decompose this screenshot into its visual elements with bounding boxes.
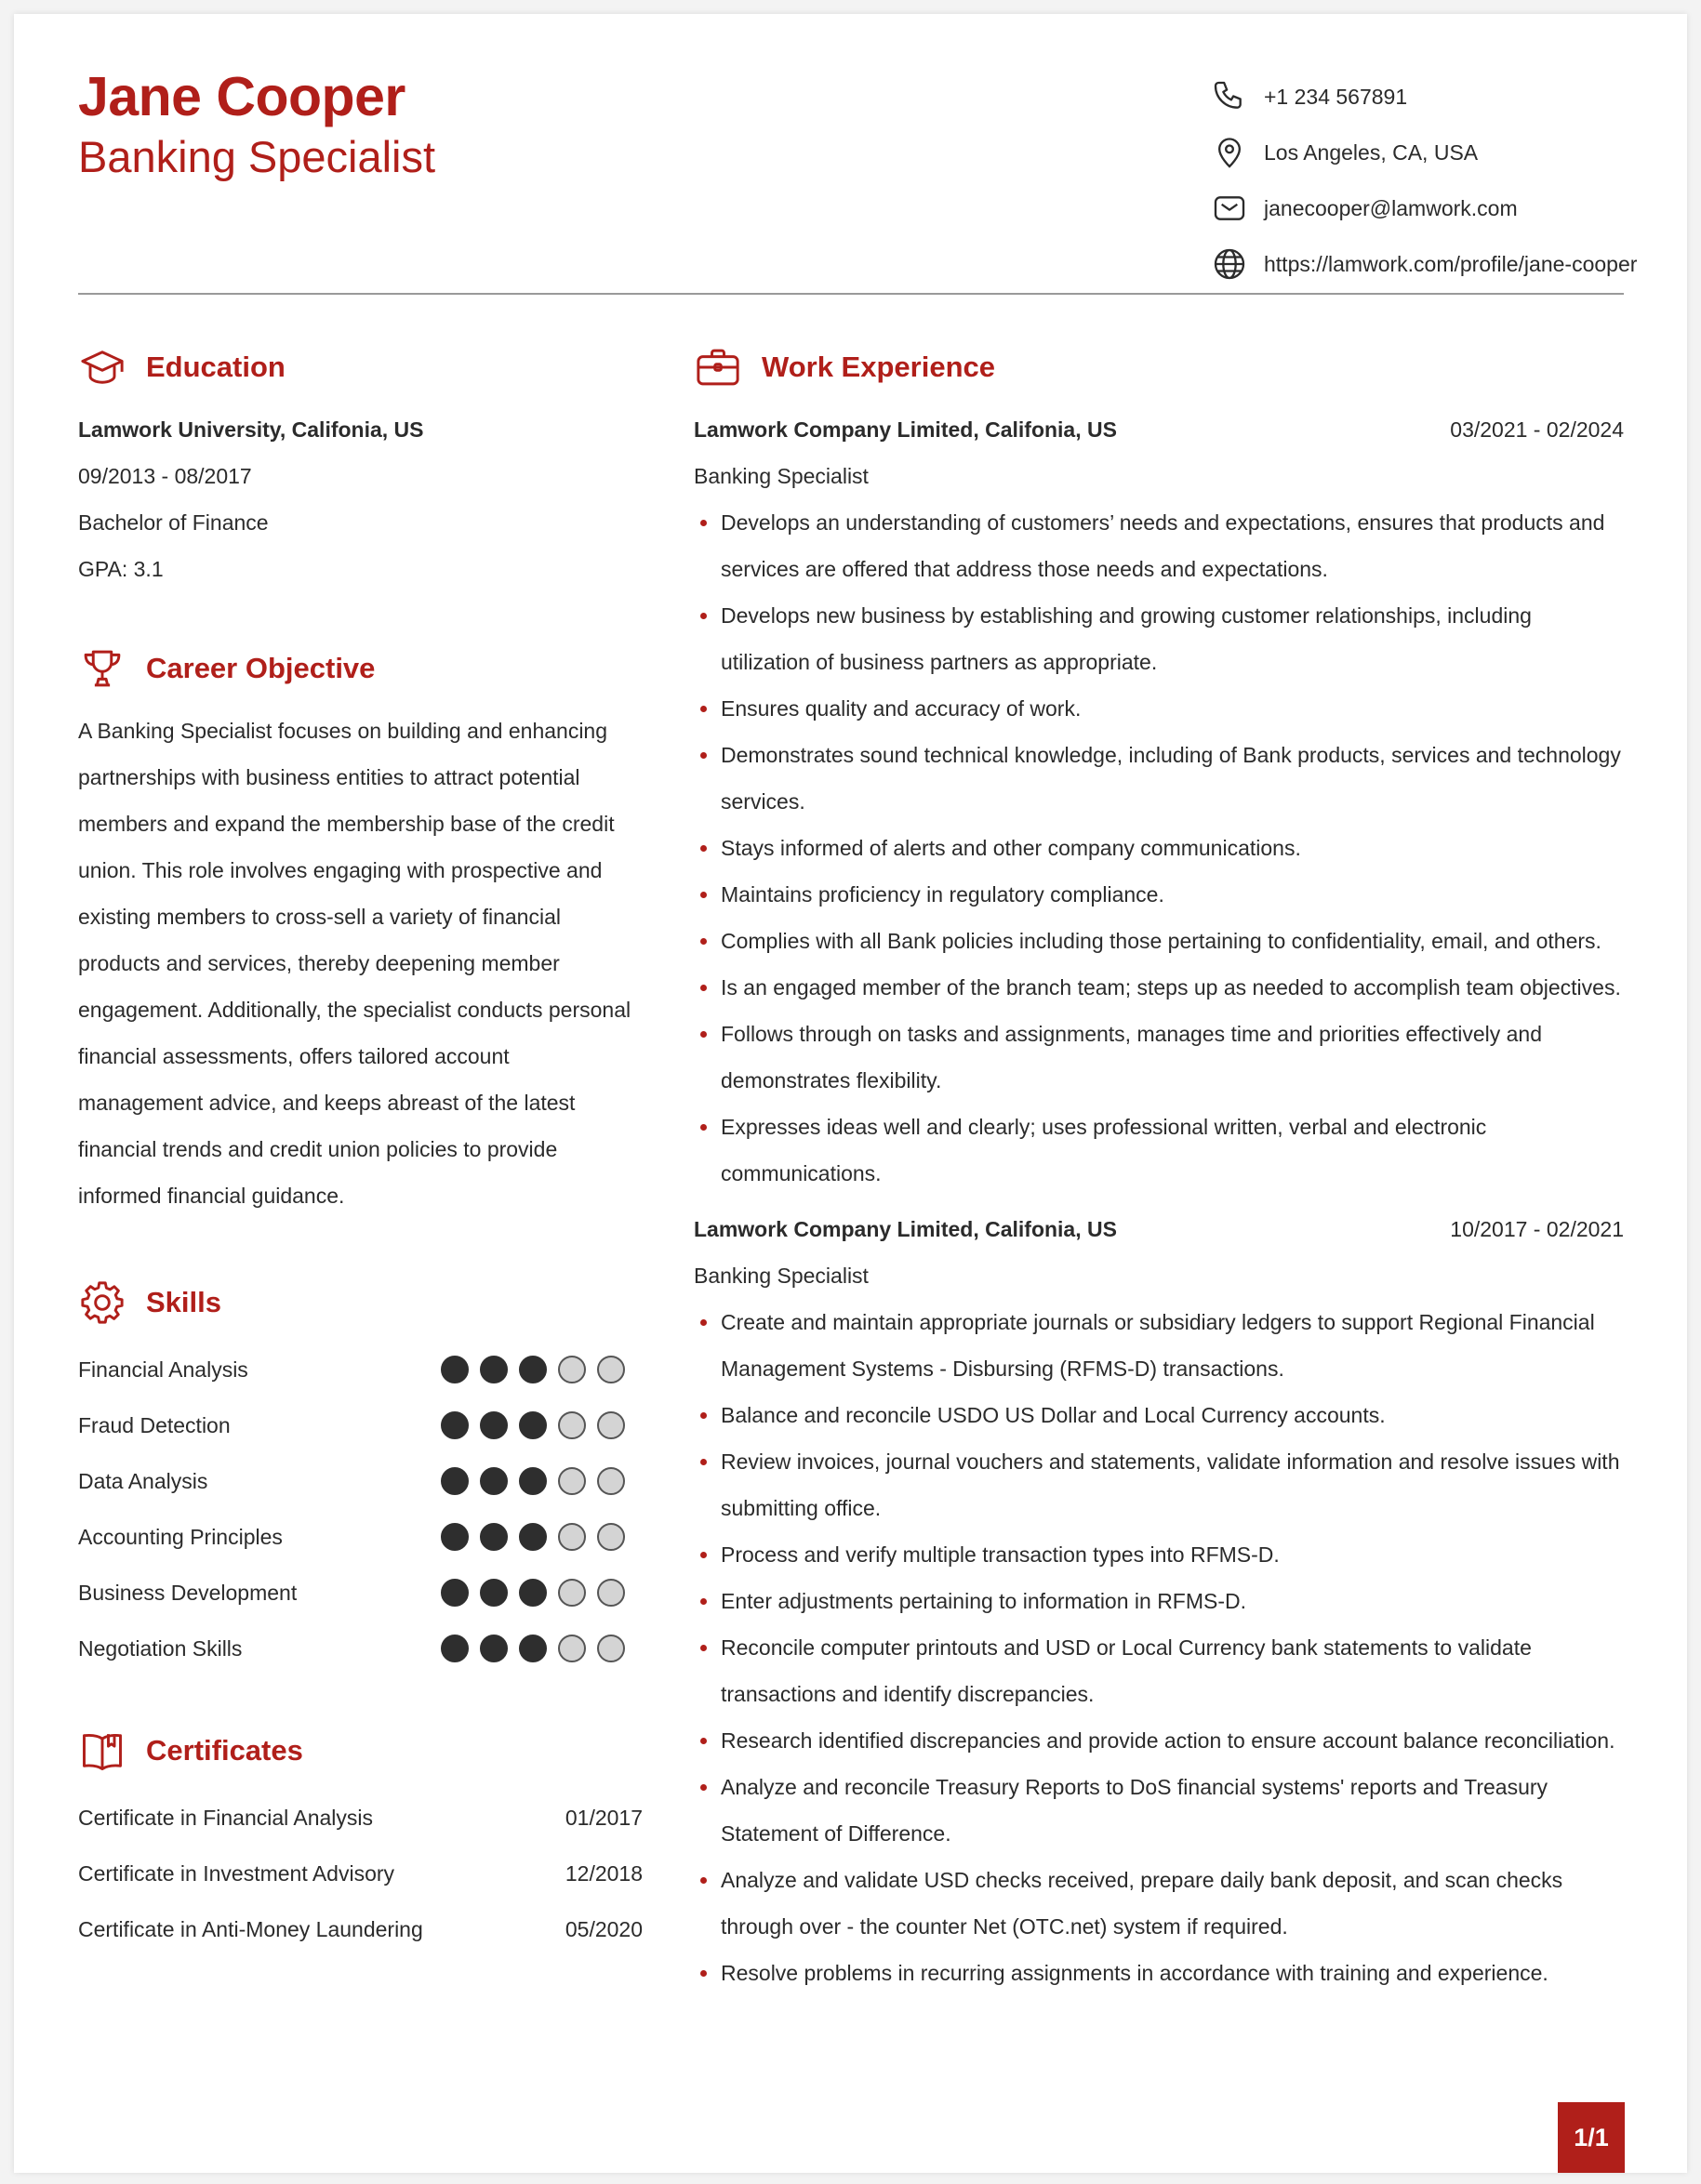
certificate-row [78, 1846, 643, 1901]
objective-section [78, 639, 636, 1219]
rating-dot-filled [519, 1579, 547, 1607]
rating-dot-filled [441, 1356, 469, 1383]
rating-dot-filled [441, 1579, 469, 1607]
rating-dot-empty [558, 1411, 586, 1439]
certificate-name: Certificate in Investment Advisory [78, 1860, 395, 1886]
education-section [78, 338, 636, 592]
skill-label: Data Analysis [78, 1468, 208, 1493]
certificates-section [78, 1721, 643, 1957]
rating-dot-empty [558, 1635, 586, 1662]
job-duties [694, 1299, 1624, 1996]
duty-item: Ensures quality and accuracy of work. [694, 685, 1624, 732]
duty-item: Analyze and reconcile Treasury Reports to DoS financial systems' reports and Treasury Statement of Difference. [694, 1764, 1624, 1857]
rating-dot-empty [558, 1467, 586, 1495]
job-header [694, 406, 1624, 453]
certificates-title: Certificates [146, 1734, 303, 1767]
skill-label: Accounting Principles [78, 1524, 283, 1549]
jobs-list [694, 406, 1624, 1996]
duty-item: Create and maintain appropriate journals or subsidiary ledgers to support Regional Financial Management Systems - Disbursing (RFMS-D) transactions. [694, 1299, 1624, 1392]
mail-icon [1211, 190, 1248, 227]
right-column [694, 338, 1624, 2005]
job-header [694, 1206, 1624, 1252]
rating-dot-filled [519, 1523, 547, 1551]
skill-rating [441, 1467, 625, 1495]
skill-label: Financial Analysis [78, 1357, 248, 1382]
duty-item: Maintains proficiency in regulatory compliance. [694, 871, 1624, 918]
rating-dot-empty [558, 1523, 586, 1551]
education-gpa: GPA: 3.1 [78, 557, 164, 581]
objective-text: A Banking Specialist focuses on building and enhancing partnerships with business entities to attract potential members and expand the membership base of the credit union. This role involves engaging with prospective and existing members to cross-sell a variety of financial products and services, thereby deepening member engagement. Additionally, the specialist conducts personal financial assessments, offers tailored account management advice, and keeps abreast of the latest financial trends and credit union policies to provide informed financial guidance. [78, 719, 631, 1208]
skill-rating [441, 1635, 625, 1662]
objective-title: Career Objective [146, 652, 376, 684]
duty-item: Process and verify multiple transaction types into RFMS-D. [694, 1531, 1624, 1578]
skills-heading [78, 1273, 636, 1332]
duty-item: Stays informed of alerts and other company communications. [694, 825, 1624, 871]
job-entry [694, 406, 1624, 1197]
certificates-heading [78, 1721, 636, 1780]
duty-item: Balance and reconcile USDO US Dollar and Local Currency accounts. [694, 1392, 1624, 1438]
resume-page [14, 14, 1687, 2173]
graduation-cap-icon [78, 343, 126, 391]
contact-website-text[interactable]: https://lamwork.com/profile/jane-cooper [1264, 251, 1638, 276]
duty-item: Complies with all Bank policies including those pertaining to confidentiality, email, and others. [694, 918, 1624, 964]
phone-icon [1211, 78, 1248, 115]
contact-location [1211, 125, 1624, 180]
education-school: Lamwork University, Califonia, US [78, 417, 424, 442]
skill-rating [441, 1411, 625, 1439]
skill-row [78, 1621, 625, 1676]
duty-item: Analyze and validate USD checks received, prepare daily bank deposit, and scan checks through over - the counter Net (OTC.net) system if required. [694, 1857, 1624, 1950]
rating-dot-filled [480, 1523, 508, 1551]
certificate-name: Certificate in Anti-Money Laundering [78, 1916, 423, 1941]
skill-rating [441, 1356, 625, 1383]
job-dates: 10/2017 - 02/2021 [1450, 1216, 1624, 1241]
contact-phone [1211, 69, 1624, 125]
book-icon [78, 1727, 126, 1775]
certificate-name: Certificate in Financial Analysis [78, 1805, 374, 1830]
skill-label: Negotiation Skills [78, 1635, 243, 1661]
skill-row [78, 1565, 625, 1621]
certificates-list [78, 1790, 643, 1957]
rating-dot-empty [597, 1411, 625, 1439]
rating-dot-filled [480, 1411, 508, 1439]
skill-label: Fraud Detection [78, 1412, 231, 1437]
contact-phone-text: +1 234 567891 [1264, 84, 1408, 109]
job-company: Lamwork Company Limited, Califonia, US [694, 1216, 1117, 1241]
contact-website[interactable] [1211, 236, 1638, 292]
duty-item: Resolve problems in recurring assignments in accordance with training and experience. [694, 1950, 1624, 1996]
rating-dot-empty [597, 1467, 625, 1495]
resume-header [78, 64, 1638, 295]
certificate-date: 12/2018 [565, 1860, 643, 1886]
rating-dot-empty [597, 1356, 625, 1383]
skill-label: Business Development [78, 1580, 298, 1605]
duty-item: Develops an understanding of customers’ needs and expectations, ensures that products and services are offered that address those needs and expectations. [694, 499, 1624, 592]
rating-dot-filled [480, 1635, 508, 1662]
location-pin-icon [1211, 134, 1248, 171]
job-role: Banking Specialist [694, 464, 869, 488]
objective-heading [78, 639, 636, 698]
education-degree: Bachelor of Finance [78, 510, 269, 535]
skill-rating [441, 1579, 625, 1607]
skills-title: Skills [146, 1286, 221, 1318]
skill-row [78, 1453, 625, 1509]
contact-location-text: Los Angeles, CA, USA [1264, 139, 1479, 165]
education-dates: 09/2013 - 08/2017 [78, 464, 252, 488]
candidate-title: Banking Specialist [78, 132, 436, 181]
gear-icon [78, 1278, 126, 1327]
briefcase-icon [694, 343, 742, 391]
rating-dot-filled [519, 1356, 547, 1383]
skill-row [78, 1509, 625, 1565]
duty-item: Is an engaged member of the branch team; steps up as needed to accomplish team objectives. [694, 964, 1624, 1011]
rating-dot-filled [441, 1635, 469, 1662]
rating-dot-filled [519, 1411, 547, 1439]
experience-title: Work Experience [762, 351, 995, 383]
duty-item: Reconcile computer printouts and USD or Local Currency bank statements to validate transactions and identify discrepancies. [694, 1624, 1624, 1717]
duty-item: Demonstrates sound technical knowledge, including of Bank products, services and technology services. [694, 732, 1624, 825]
job-role: Banking Specialist [694, 1264, 869, 1288]
job-dates: 03/2021 - 02/2024 [1450, 417, 1624, 442]
rating-dot-filled [480, 1356, 508, 1383]
education-title: Education [146, 351, 286, 383]
left-column [78, 338, 643, 1957]
duty-item: Enter adjustments pertaining to information in RFMS-D. [694, 1578, 1624, 1624]
rating-dot-empty [597, 1635, 625, 1662]
rating-dot-filled [519, 1467, 547, 1495]
rating-dot-filled [441, 1411, 469, 1439]
duty-item: Research identified discrepancies and provide action to ensure account balance reconciliation. [694, 1717, 1624, 1764]
rating-dot-filled [441, 1523, 469, 1551]
contact-email-text[interactable]: janecooper@lamwork.com [1264, 195, 1518, 220]
certificate-date: 01/2017 [565, 1805, 643, 1830]
rating-dot-filled [519, 1635, 547, 1662]
skill-rating [441, 1523, 625, 1551]
rating-dot-empty [597, 1579, 625, 1607]
job-company: Lamwork Company Limited, Califonia, US [694, 417, 1117, 442]
certificate-row [78, 1901, 643, 1957]
rating-dot-empty [558, 1356, 586, 1383]
contact-list [1211, 69, 1638, 292]
rating-dot-empty [558, 1579, 586, 1607]
skills-section [78, 1273, 636, 1676]
duty-item: Review invoices, journal vouchers and statements, validate information and resolve issues with submitting office. [694, 1438, 1624, 1531]
skills-list [78, 1342, 636, 1676]
experience-heading [694, 338, 1624, 397]
certificate-date: 05/2020 [565, 1916, 643, 1941]
candidate-name: Jane Cooper [78, 66, 405, 127]
job-entry [694, 1206, 1624, 1996]
rating-dot-empty [597, 1523, 625, 1551]
contact-email[interactable] [1211, 180, 1624, 236]
duty-item: Expresses ideas well and clearly; uses professional written, verbal and electronic communications. [694, 1104, 1624, 1197]
skill-row [78, 1397, 625, 1453]
education-heading [78, 338, 636, 397]
skill-row [78, 1342, 625, 1397]
page-indicator: 1/1 [1558, 2102, 1625, 2173]
certificate-row [78, 1790, 643, 1846]
rating-dot-filled [480, 1467, 508, 1495]
job-duties [694, 499, 1624, 1197]
trophy-icon [78, 644, 126, 693]
rating-dot-filled [480, 1579, 508, 1607]
globe-icon [1211, 245, 1248, 283]
duty-item: Follows through on tasks and assignments, manages time and priorities effectively and demonstrates flexibility. [694, 1011, 1624, 1104]
rating-dot-filled [441, 1467, 469, 1495]
duty-item: Develops new business by establishing and growing customer relationships, including utilization of business partners as appropriate. [694, 592, 1624, 685]
